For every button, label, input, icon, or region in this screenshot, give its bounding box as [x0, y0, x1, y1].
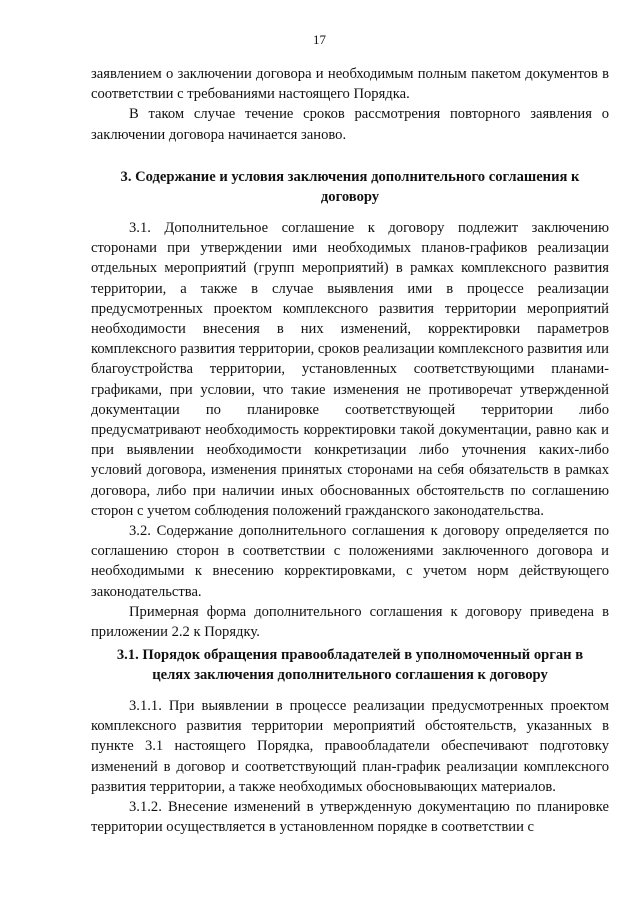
intro-paragraph-1: заявлением о заключении договора и необходимым полным пакетом документов в соответствии с требованиями настоящего Порядка. — [91, 66, 609, 103]
section-3-1 — [91, 645, 609, 685]
section-3-paragraph-2: 3.2. Содержание дополнительного соглашения к договору определяется по соглашению сторон в соответствии с положениями заключенного договора и необходимыми к внесению корректировками, с учетом норм действующего законодательства. — [91, 523, 609, 600]
intro-block — [91, 64, 609, 145]
page-number: 17 — [313, 32, 326, 47]
section-3-1-heading: 3.1. Порядок обращения правообладателей в уполномоченный орган в целях заключения дополнительного соглашения к договору — [116, 647, 584, 684]
intro-paragraph-2: В таком случае течение сроков рассмотрения повторного заявления о заключении договора начинается заново. — [91, 106, 609, 143]
section-3-1-paragraph-2: 3.1.2. Внесение изменений в утвержденную документацию по планировке территории осуществляется в установленном порядке в соответствии с — [91, 799, 609, 836]
section-3-body — [91, 218, 609, 642]
section-3-1-paragraph-1: 3.1.1. При выявлении в процессе реализации предусмотренных проектом комплексного развития территории мероприятий обстоятельств, указанных в пункте 3.1 настоящего Порядка, правообладатели обеспечивают подготовку изменений в договор и соответствующий план-график реализации комплексного развития территории, а также необходимых обосновывающих материалов. — [91, 698, 609, 795]
section-3-1-body — [91, 696, 609, 837]
section-3 — [91, 167, 609, 207]
section-3-paragraph-1: 3.1. Дополнительное соглашение к договору подлежит заключению сторонами при утверждении ими необходимых планов-графиков реализации отдельных мероприятий (групп мероприятий) в рамках комплексного развития территории, а также в случае выявления ими в процессе реализации предусмотренных проектом комплексного развития территории мероприятий необходимости внесения в них изменений, корректировки параметров комплексного развития территории, сроков реализации комплексного развития или благоустройства территории, установленных соответствующими планами-графиками, при условии, что такие изменения не противоречат утвержденной документации по планировке соответствующей территории либо предусматривают необходимость корректировки такой документации, равно как и при выявлении необходимости конкретизации либо уточнения каких-либо условий договора, изменения принятых сторонами на себя обязательств в рамках договора, либо при наличии иных обоснованных обстоятельств по соглашению сторон с учетом соблюдения положений гражданского законодательства. — [91, 220, 609, 519]
section-3-heading: 3. Содержание и условия заключения дополнительного соглашения к договору — [120, 169, 580, 206]
section-3-paragraph-3: Примерная форма дополнительного соглашения к договору приведена в приложении 2.2 к Порядку. — [91, 603, 609, 641]
